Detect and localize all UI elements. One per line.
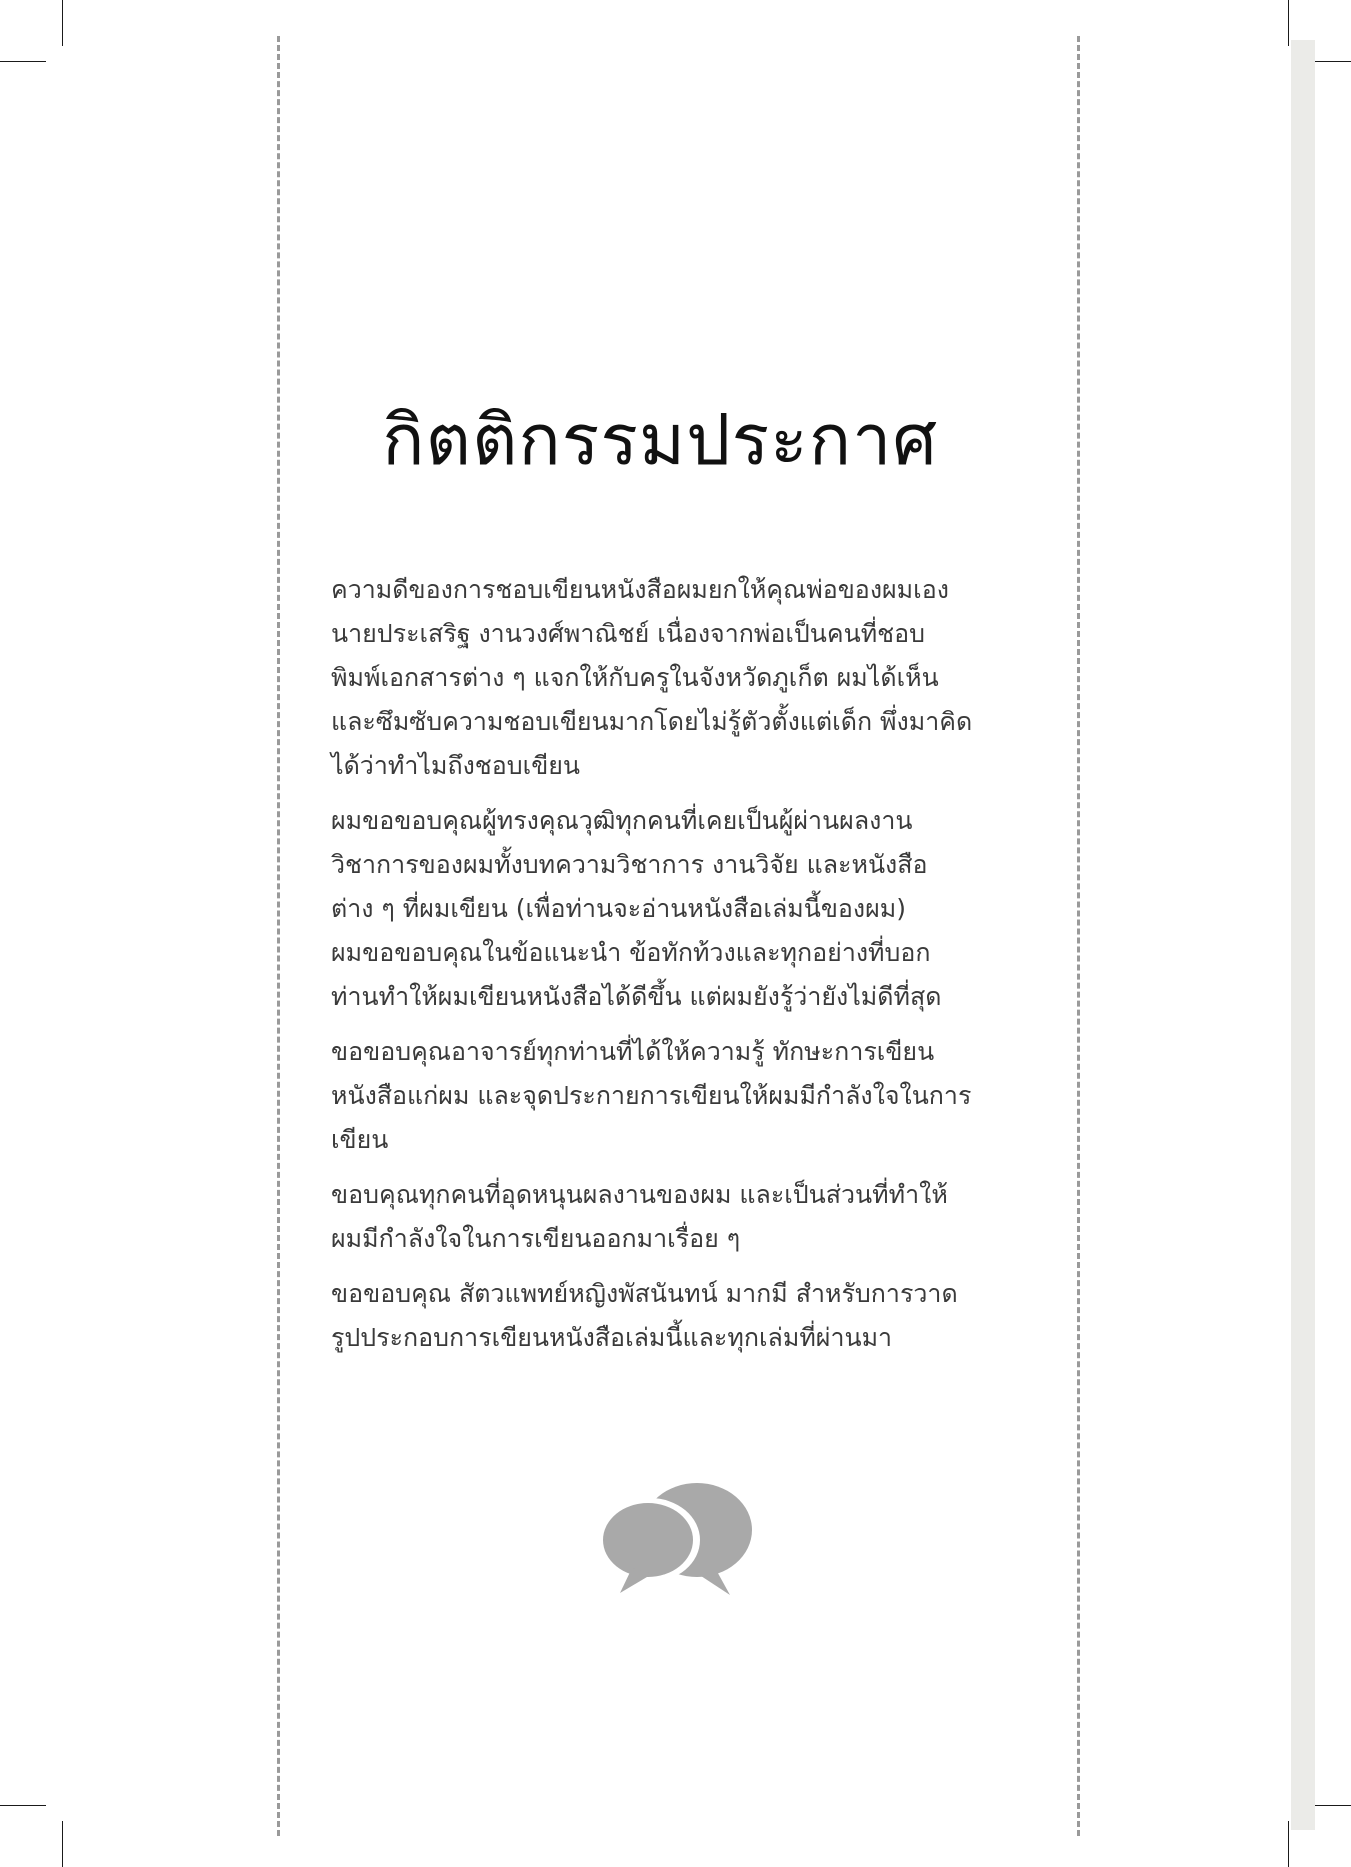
page-title: กิตติกรรมประกาศ bbox=[382, 399, 938, 481]
paragraph-line: ท่านทำให้ผมเขียนหนังสือได้ดีขึ้น แต่ผมยังรู้ว่ายังไม่ดีที่สุด bbox=[331, 982, 942, 1011]
paragraph-line: วิชาการของผมทั้งบทความวิชาการ งานวิจัย และหนังสือ bbox=[331, 850, 928, 879]
acknowledgement-body bbox=[331, 568, 1021, 1371]
crop-mark-top-left-vertical bbox=[62, 0, 63, 46]
paragraph-line: ได้ว่าทำไมถึงชอบเขียน bbox=[331, 751, 581, 780]
crop-mark-bottom-left-horizontal bbox=[0, 1805, 46, 1806]
dashed-rule-right bbox=[1077, 36, 1080, 1836]
paragraph-line: รูปประกอบการเขียนหนังสือเล่มนี้และทุกเล่มที่ผ่านมา bbox=[331, 1323, 893, 1352]
paragraph-line: ผมขอขอบคุณในข้อแนะนำ ข้อทักท้วงและทุกอย่างที่บอก bbox=[331, 938, 931, 967]
paragraph-line: ผมมีกำลังใจในการเขียนออกมาเรื่อย ๆ bbox=[331, 1224, 741, 1253]
paragraph-line: พิมพ์เอกสารต่าง ๆ แจกให้กับครูในจังหวัดภูเก็ต ผมได้เห็น bbox=[331, 663, 939, 692]
paragraph-1 bbox=[331, 568, 1021, 788]
paragraph-line: เขียน bbox=[331, 1125, 389, 1154]
crop-mark-bottom-left-vertical bbox=[62, 1821, 63, 1867]
paragraph-line: ขอบคุณทุกคนที่อุดหนุนผลงานของผม และเป็นส่วนที่ทำให้ bbox=[331, 1180, 948, 1209]
dashed-rule-left bbox=[277, 36, 280, 1836]
paragraph-4 bbox=[331, 1173, 1021, 1261]
crop-mark-top-left-horizontal bbox=[0, 61, 46, 62]
speech-bubbles-icon bbox=[602, 1476, 754, 1596]
paragraph-line: นายประเสริฐ งานวงศ์พาณิชย์ เนื่องจากพ่อเป็นคนที่ชอบ bbox=[331, 619, 926, 648]
paragraph-line: และซึมซับความชอบเขียนมากโดยไม่รู้ตัวตั้งแต่เด็ก พึ่งมาคิด bbox=[331, 707, 973, 736]
paragraph-5 bbox=[331, 1272, 1021, 1360]
paragraph-line: หนังสือแก่ผม และจุดประกายการเขียนให้ผมมีกำลังใจในการ bbox=[331, 1081, 972, 1110]
paragraph-2 bbox=[331, 799, 1021, 1019]
crop-mark-bottom-right-vertical bbox=[1288, 1821, 1289, 1867]
paragraph-line: ความดีของการชอบเขียนหนังสือผมยกให้คุณพ่อของผมเอง bbox=[331, 575, 949, 604]
paragraph-3 bbox=[331, 1030, 1021, 1162]
paragraph-line: ผมขอขอบคุณผู้ทรงคุณวุฒิทุกคนที่เคยเป็นผู้ผ่านผลงาน bbox=[331, 806, 913, 835]
crop-mark-top-right-vertical bbox=[1288, 0, 1289, 46]
paragraph-line: ขอขอบคุณอาจารย์ทุกท่านที่ได้ให้ความรู้ ทักษะการเขียน bbox=[331, 1037, 935, 1066]
paragraph-line: ต่าง ๆ ที่ผมเขียน (เพื่อท่านจะอ่านหนังสือเล่มนี้ของผม) bbox=[331, 894, 907, 923]
page-edge-strip bbox=[1291, 40, 1315, 1830]
paragraph-line: ขอขอบคุณ สัตวแพทย์หญิงพัสนันทน์ มากมี สำหรับการวาด bbox=[331, 1279, 958, 1308]
